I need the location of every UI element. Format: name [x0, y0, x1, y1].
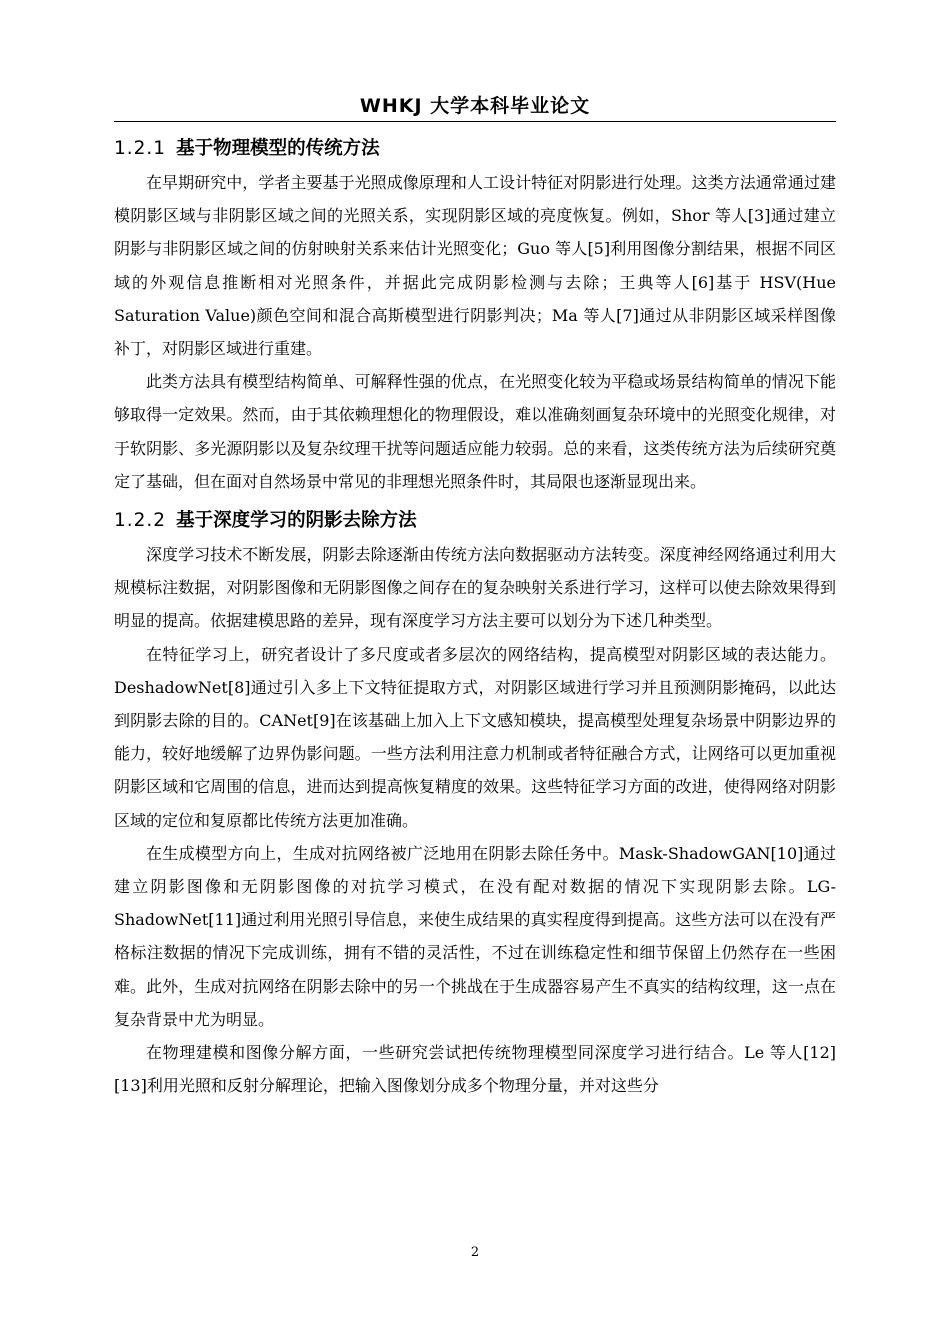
page-number: 2 — [470, 1245, 480, 1260]
paragraph: 在生成模型方向上，生成对抗网络被广泛地用在阴影去除任务中。Mask-ShadowGAN[10]通过建立阴影图像和无阴影图像的对抗学习模式，在没有配对数据的情况下实现阴影去除。LG-ShadowNet[11]通过利用光照引导信息，来使生成结果的真实程度得到提高。这些方法可以在没有严格标注数据的情况下完成训练，拥有不错的灵活性，不过在训练稳定性和细节保留上仍然存在一些困难。此外，生成对抗网络在阴影去除中的另一个挑战在于生成器容易产生不真实的结构纹理，这一点在复杂背景中尤为明显。 — [114, 843, 836, 1029]
section-heading-1-2-2 — [114, 504, 836, 538]
header-rule — [114, 121, 836, 122]
paragraph: 在物理建模和图像分解方面，一些研究尝试把传统物理模型同深度学习进行结合。Le 等人[12][13]利用光照和反射分解理论，把输入图像划分成多个物理分量，并对这些分 — [114, 1043, 836, 1096]
section-title: 基于深度学习的阴影去除方法 — [176, 510, 417, 532]
paragraph: 深度学习技术不断发展，阴影去除逐渐由传统方法向数据驱动方法转变。深度神经网络通过利用大规模标注数据，对阴影图像和无阴影图像之间存在的复杂映射关系进行学习，这样可以使去除效果得到明显的提高。依据建模思路的差异，现有深度学习方法主要可以划分为下述几种类型。 — [114, 545, 836, 631]
section-title: 基于物理模型的传统方法 — [176, 138, 380, 159]
paragraph: 此类方法具有模型结构简单、可解释性强的优点，在光照变化较为平稳或场景结构简单的情况下能够取得一定效果。然而，由于其依赖理想化的物理假设，难以准确刻画复杂环境中的光照变化规律，对于软阴影、多光源阴影以及复杂纹理干扰等问题适应能力较弱。总的来看，这类传统方法为后续研究奠定了基础，但在面对自然场景中常见的非理想光照条件时，其局限也逐渐显现出来。 — [114, 372, 836, 491]
paragraph: 在特征学习上，研究者设计了多尺度或者多层次的网络结构，提高模型对阴影区域的表达能力。DeshadowNet[8]通过引入多上下文特征提取方式，对阴影区域进行学习并且预测阴影掩码，以此达到阴影去除的目的。CANet[9]在该基础上加入上下文感知模块，提高模型处理复杂场景中阴影边界的能力，较好地缓解了边界伪影问题。一些方法利用注意力机制或者特征融合方式，让网络可以更加重视阴影区域和它周围的信息，进而达到提高恢复精度的效果。这些特征学习方面的改进，使得网络对阴影区域的定位和复原都比传统方法更加准确。 — [114, 644, 836, 830]
section-heading-1-2-1 — [114, 132, 836, 166]
section-number: 1.2.2 — [114, 510, 167, 532]
paragraph: 在早期研究中，学者主要基于光照成像原理和人工设计特征对阴影进行处理。这类方法通常通过建模阴影区域与非阴影区域之间的光照关系，实现阴影区域的亮度恢复。例如，Shor 等人[3]通过建立阴影与非阴影区域之间的仿射映射关系来估计光照变化；Guo 等人[5]利用图像分割结果，根据不同区域的外观信息推断相对光照条件，并据此完成阴影检测与去除；王典等人[6]基于 HSV(Hue Saturation Value)颜色空间和混合高斯模型进行阴影判决；Ma 等人[7]通过从非阴影区域采样图像补丁，对阴影区域进行重建。 — [114, 173, 836, 359]
running-header: WHKJ 大学本科毕业论文 — [359, 95, 591, 117]
main-content — [114, 132, 836, 1102]
section-number: 1.2.1 — [114, 138, 167, 159]
